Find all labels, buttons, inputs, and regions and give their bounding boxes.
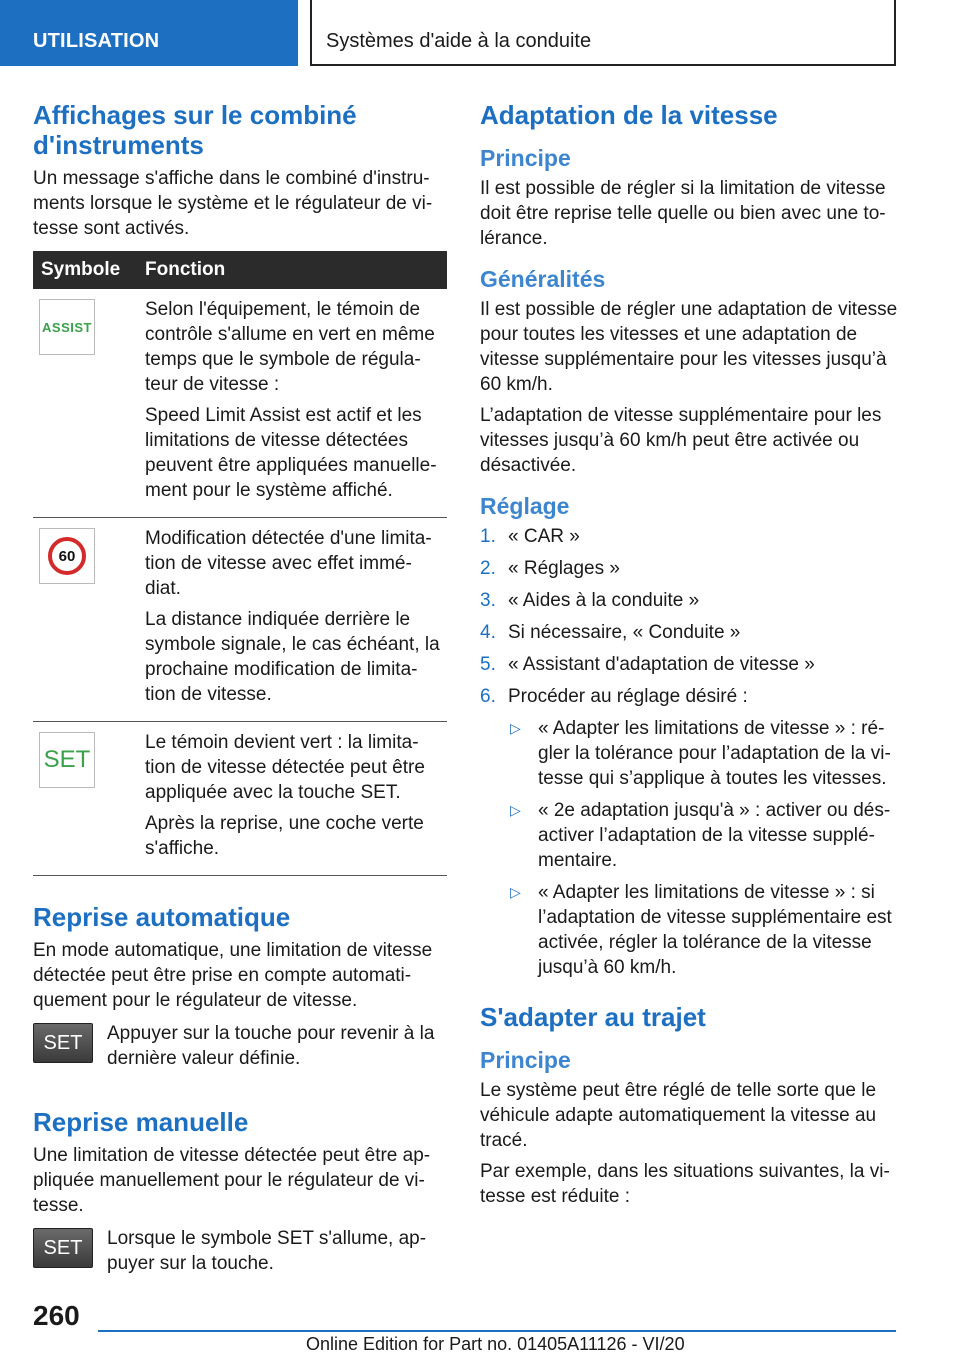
heading-adapter-trajet: S'adapter au trajet: [480, 1002, 706, 1032]
table-header-symbol: Symbole: [33, 251, 137, 289]
footer-divider: [98, 1330, 896, 1332]
header-section-tab: [0, 0, 298, 66]
heading-affichages: Affichages sur le combiné d'instruments: [33, 100, 357, 160]
row-text: Le témoin devient vert : la limitation de vitesse détectée peut être appliquée avec la touche SET.: [145, 732, 425, 803]
heading-adaptation-vitesse: Adaptation de la vitesse: [480, 100, 778, 130]
generalites-paragraph: Il est possible de régler une adaptation de vitesse pour toutes les vitesses et une adaptation de vitesse supplémentaire pour les vitesses jusqu’à 60 km/h.: [480, 299, 898, 395]
set-button-icon: SET: [33, 1228, 93, 1268]
set-indicator-icon: SET: [39, 732, 95, 788]
steps-list: [480, 524, 898, 709]
left-column: [33, 100, 447, 1282]
trajet-paragraph: Le système peut être réglé de telle sorte que le véhicule adapte automatiquement la vitesse au tracé.: [480, 1080, 877, 1151]
subheading-reglage: Réglage: [480, 493, 570, 519]
right-column: [480, 100, 898, 1215]
speed-limit-60-icon: 60: [39, 528, 95, 584]
list-item: 6. Procéder au réglage désiré :: [480, 686, 748, 707]
subheading-principe-2: Principe: [480, 1047, 571, 1073]
auto-paragraph: En mode automatique, une limitation de vitesse détectée peut être prise en compte automatiquement pour le régulateur de vitesse.: [33, 940, 433, 1011]
page-number: 260: [33, 1300, 80, 1331]
manual-set-text: Lorsque le symbole SET s'allume, appuyer sur la touche.: [107, 1228, 427, 1274]
row-text: Speed Limit Assist est actif et les limitations de vitesse détectées peuvent être appliquées manuellement pour le système affiché.: [145, 405, 437, 501]
substeps-list: [508, 716, 898, 980]
list-item: ▷ « Adapter les limitations de vitesse » : si l’adaptation de vitesse supplémentaire est activée, régler la tolérance de la vitesse jusqu’à 60 km/h.: [510, 882, 892, 978]
row-text: Modification détectée d'une limitation de vitesse avec effet immédiat.: [145, 528, 432, 599]
row-text: La distance indiquée derrière le symbole signale, le cas échéant, la prochaine modification de limitation de vitesse.: [145, 609, 440, 705]
table-row: [33, 289, 447, 518]
auto-set-row: [33, 1021, 447, 1077]
heading-reprise-automatique: Reprise automatique: [33, 902, 291, 932]
list-item: ▷ « 2e adaptation jusqu'à » : activer ou désactiver l’adaptation de la vitesse supplémentaire.: [510, 800, 891, 871]
manual-paragraph: Une limitation de vitesse détectée peut être appliquée manuellement pour le régulateur de vitesse.: [33, 1145, 431, 1216]
table-row: [33, 518, 447, 722]
subheading-generalites: Généralités: [480, 266, 606, 292]
list-item: 4. Si nécessaire, « Conduite »: [480, 622, 741, 643]
footer-edition: Online Edition for Part no. 01405A11126 - VI/20: [306, 1334, 685, 1354]
row-text: Après la reprise, une coche verte s'affiche.: [145, 813, 424, 859]
assist-icon: ASSIST: [39, 299, 95, 355]
list-item: 5. « Assistant d'adaptation de vitesse »: [480, 654, 815, 675]
trajet-paragraph: Par exemple, dans les situations suivantes, la vitesse est réduite :: [480, 1161, 890, 1207]
list-item: 3. « Aides à la conduite »: [480, 590, 700, 611]
list-item: ▷ « Adapter les limitations de vitesse » : régler la tolérance pour l’adaptation de la vitesse qui s’applique à toutes les vitesses.: [510, 718, 891, 789]
row-text: Selon l'équipement, le témoin de contrôle s'allume en vert en même temps que le symbole de régulateur de vitesse :: [145, 299, 435, 395]
auto-set-text: Appuyer sur la touche pour revenir à la dernière valeur définie.: [107, 1023, 435, 1069]
triangle-bullet-icon: ▷: [510, 802, 521, 818]
triangle-bullet-icon: ▷: [510, 720, 521, 736]
symbol-table: [33, 251, 447, 876]
header-section-label: UTILISATION: [33, 30, 160, 52]
triangle-bullet-icon: ▷: [510, 884, 521, 900]
principe-paragraph: Il est possible de régler si la limitation de vitesse doit être reprise telle quelle ou bien avec une tolérance.: [480, 178, 886, 249]
header-chapter-label: Systèmes d'aide à la conduite: [326, 30, 592, 52]
table-header-function: Fonction: [137, 251, 447, 289]
intro-paragraph: Un message s'affiche dans le combiné d'instruments lorsque le système et le régulateur de vitesse sont activés.: [33, 168, 433, 239]
header-chapter-tab: [310, 0, 896, 66]
manual-set-row: [33, 1226, 447, 1282]
set-button-icon: SET: [33, 1023, 93, 1063]
heading-reprise-manuelle: Reprise manuelle: [33, 1107, 249, 1137]
list-item: 2. « Réglages »: [480, 558, 620, 579]
generalites-paragraph: L’adaptation de vitesse supplémentaire pour les vitesses jusqu’à 60 km/h peut être activée ou désactivée.: [480, 405, 882, 476]
subheading-principe: Principe: [480, 145, 571, 171]
table-row: [33, 722, 447, 876]
list-item: 1. « CAR »: [480, 526, 580, 547]
